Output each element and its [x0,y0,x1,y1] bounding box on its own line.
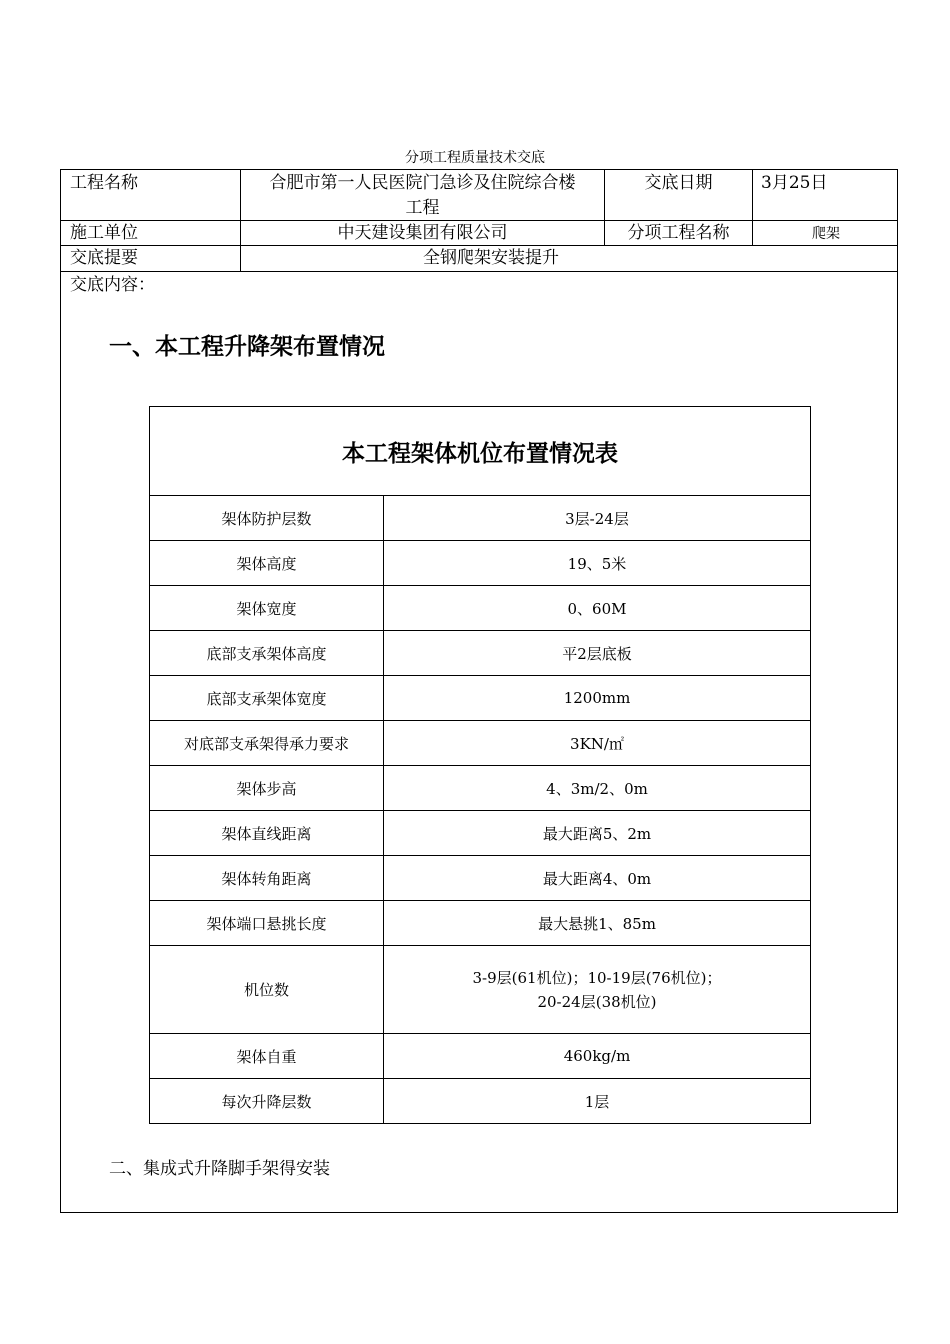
summary-value: 全钢爬架安装提升 [423,248,559,268]
row-value: 平2层底板 [384,631,811,676]
row-value [384,946,811,1034]
table-row [150,1079,811,1124]
row-divider [61,271,897,272]
row-label: 架体步高 [150,766,384,811]
row-label: 架体自重 [150,1034,384,1079]
row-label: 机位数 [150,946,384,1034]
row-value-line2: 20-24层(38机位) [537,992,657,1011]
row-value: 1200mm [384,676,811,721]
table-row [150,496,811,541]
row-label: 架体转角距离 [150,856,384,901]
contractor-value: 中天建设集团有限公司 [337,223,508,243]
table-row [150,541,811,586]
table-row [150,811,811,856]
disclosure-form [60,169,898,1213]
subproject-value: 爬架 [812,226,840,242]
table-row [150,631,811,676]
row-label: 架体直线距离 [150,811,384,856]
row-label: 底部支承架体高度 [150,631,384,676]
row-value: 最大悬挑1、85m [384,901,811,946]
table-row [150,676,811,721]
project-name-label: 工程名称 [70,173,138,193]
table-row [150,766,811,811]
row-value-line1: 3-9层(61机位)；10-19层(76机位)； [472,968,722,987]
table-caption: 本工程架体机位布置情况表 [150,407,811,496]
layout-table [149,406,811,1124]
row-divider [61,245,897,246]
table-row [150,1034,811,1079]
row-label: 架体端口悬挑长度 [150,901,384,946]
contractor-label: 施工单位 [70,223,138,243]
date-value: 3月25日 [761,173,828,193]
row-label: 底部支承架体宽度 [150,676,384,721]
row-value: 19、5米 [384,541,811,586]
row-value: 3层-24层 [384,496,811,541]
row-value: 460kg/m [384,1034,811,1079]
row-value: 最大距离5、2m [384,811,811,856]
row-label: 对底部支承架得承力要求 [150,721,384,766]
content-label: 交底内容： [70,275,155,295]
row-value: 1层 [384,1079,811,1124]
date-label: 交底日期 [644,173,713,193]
row-label: 每次升降层数 [150,1079,384,1124]
section-2-heading: 二、集成式升降脚手架得安装 [109,1159,330,1179]
table-row [150,856,811,901]
row-value: 4、3m/2、0m [384,766,811,811]
row-label: 架体宽度 [150,586,384,631]
project-name-line2: 工程 [405,198,440,218]
row-label: 架体防护层数 [150,496,384,541]
summary-label: 交底提要 [70,248,138,268]
section-1-heading: 一、本工程升降架布置情况 [109,334,385,360]
row-divider [61,220,897,221]
table-row [150,721,811,766]
table-row [150,946,811,1034]
subproject-label: 分项工程名称 [627,223,730,243]
table-row [150,901,811,946]
row-value: 0、60M [384,586,811,631]
row-value: 3KN/㎡ [384,721,811,766]
table-row [150,586,811,631]
row-value: 最大距离4、0m [384,856,811,901]
project-name-line1: 合肥市第一人民医院门急诊及住院综合楼 [269,173,576,193]
document-title: 分项工程质量技术交底 [405,150,545,166]
row-label: 架体高度 [150,541,384,586]
